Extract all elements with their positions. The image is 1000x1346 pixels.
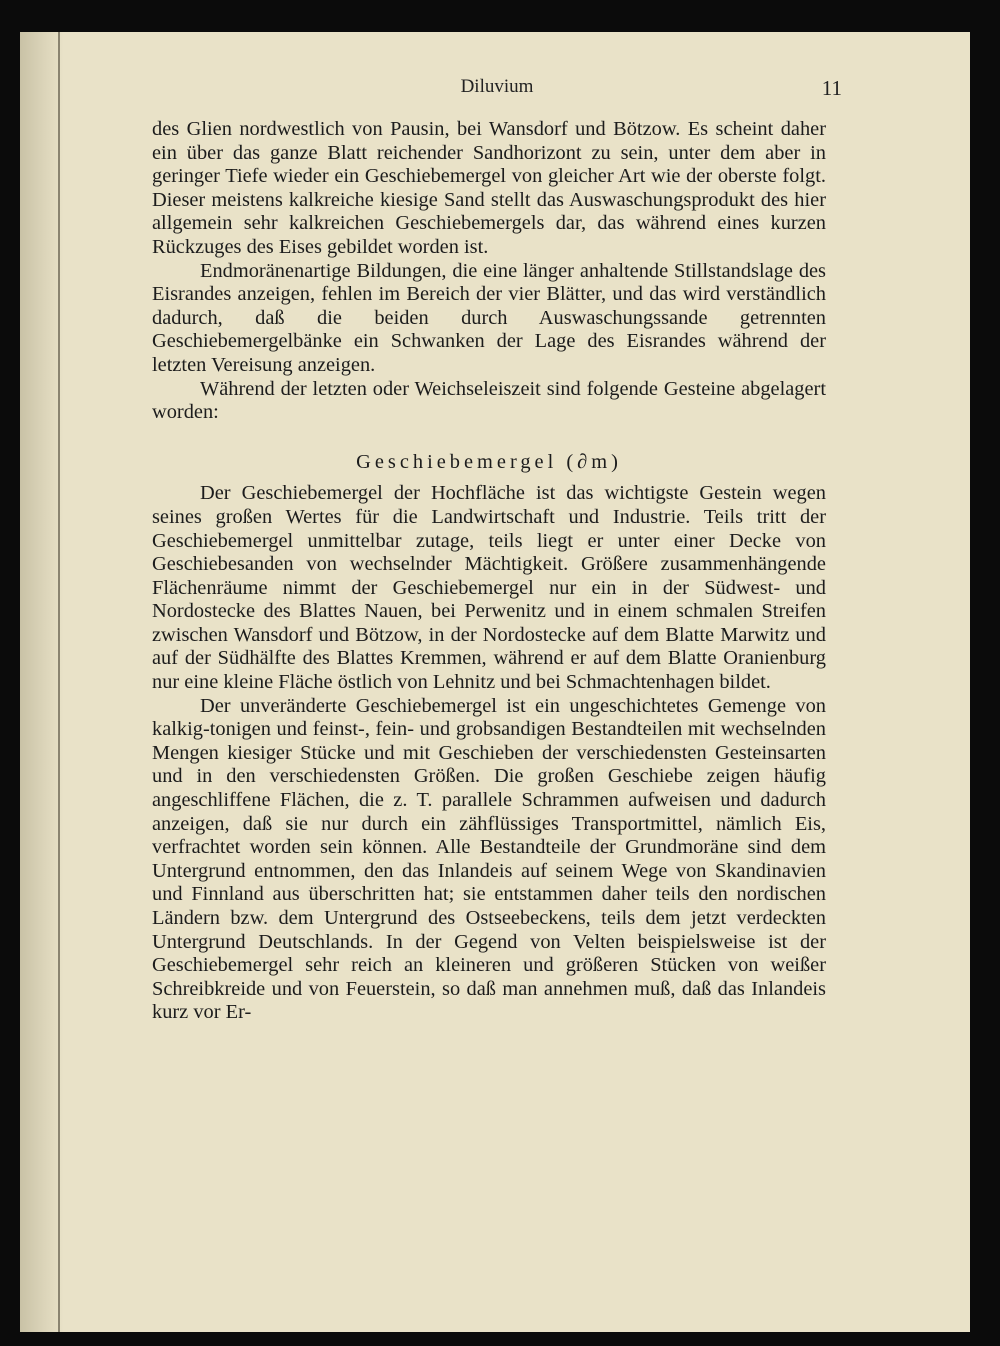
book-page: [20, 32, 970, 1332]
gutter-fold-line: [58, 32, 60, 1332]
paragraph-2: Endmoränenartige Bildungen, die eine länger anhaltende Stillstandslage des Eisrandes anzeigen, fehlen im Bereich der vier Blätter, und das wird verständlich dadurch, daß die beiden durch Auswaschungssande getrennten Geschiebemergelbänke ein Schwanken der Lage des Eisrandes während der letzten Vereisung anzeigen.: [152, 259, 826, 376]
body-text: [152, 118, 826, 1025]
paragraph-1: des Glien nordwestlich von Pausin, bei Wansdorf und Bötzow. Es scheint daher ein über das ganze Blatt reichender Sandhorizont zu sein, unter dem aber in geringer Tiefe wieder ein Geschiebemergel von gleicher Art wie der oberste folgt. Dieser meistens kalkreiche kiesige Sand stellt das Auswaschungsprodukt des hier allgemein sehr kalkreichen Geschiebemergels dar, das während eines kurzen Rückzuges des Eises gebildet worden ist.: [152, 118, 826, 258]
running-header: [152, 76, 842, 106]
paragraph-3: Während der letzten oder Weichseleiszeit sind folgende Gesteine abgelagert worden:: [152, 377, 826, 424]
section-heading: Geschiebemergel (∂m): [356, 450, 622, 473]
running-title: Diluvium: [460, 76, 534, 97]
page-number: 11: [821, 76, 842, 100]
paragraph-4: Der Geschiebemergel der Hochfläche ist das wichtigste Gestein wegen seines großen Wertes für die Landwirtschaft und Industrie. Teils tritt der Geschiebemergel unmittelbar zutage, teils liegt er unter einer Decke von Geschiebesanden von wechselnder Mächtigkeit. Größere zusammenhängende Flächenräume nimmt der Geschiebemergel nur ein in der Südwest- und Nordostecke des Blattes Nauen, bei Perwenitz und in einem schmalen Streifen zwischen Wansdorf und Bötzow, in der Nordostecke auf dem Blatte Marwitz und auf der Südhälfte des Blattes Kremmen, während er auf dem Blatte Oranienburg nur eine kleine Fläche östlich von Lehnitz und bei Schmachtenhagen bildet.: [152, 482, 826, 694]
paragraph-5: Der unveränderte Geschiebemergel ist ein ungeschichtetes Gemenge von kalkig-tonigen und feinst-, fein- und grobsandigen Bestandteilen mit wechselnden Mengen kiesiger Stücke und mit Geschieben der verschiedensten Gesteinsarten und in den verschiedensten Größen. Die großen Geschiebe zeigen häufig angeschliffene Flächen, die z. T. parallele Schrammen aufweisen und dadurch anzeigen, daß sie nur durch ein zähflüssiges Transportmittel, nämlich Eis, verfrachtet worden sein können. Alle Bestandteile der Grundmoräne sind dem Untergrund entnommen, den das Inlandeis auf seinem Wege von Skandinavien und Finnland aus überschritten hat; sie entstammen daher teils den nordischen Ländern bzw. dem Untergrund des Ostseebeckens, teils dem jetzt verdeckten Untergrund Deutschlands. In der Gegend von Velten beispielsweise ist der Geschiebemergel sehr reich an kleineren und größeren Stücken von weißer Schreibkreide und von Feuerstein, so daß man annehmen muß, daß das Inlandeis kurz vor Er-: [152, 694, 826, 1024]
